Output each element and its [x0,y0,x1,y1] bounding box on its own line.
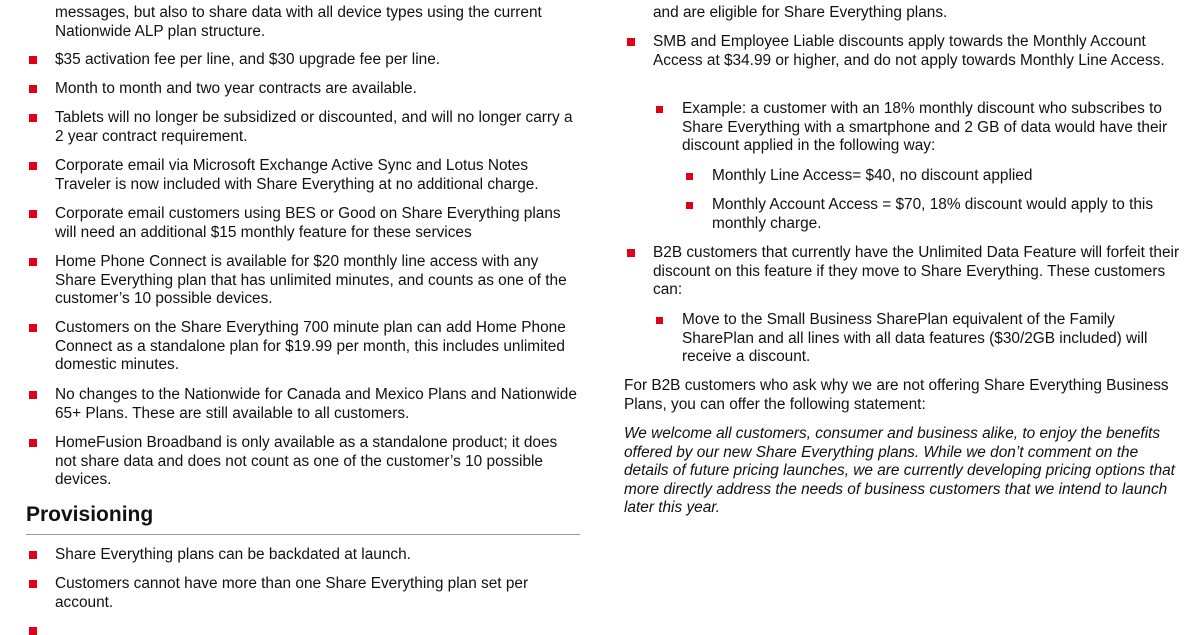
left-item-3 [26,157,582,194]
left-item-7 [26,386,582,423]
bullet-square-icon [29,258,37,266]
right-item-line-access [624,167,1180,186]
left-top-fragment [26,4,582,41]
list-item-text: Monthly Line Access= $40, no discount applied [712,167,1033,184]
left-item-2 [26,109,582,146]
bullet-square-icon [656,106,663,113]
bullet-square-icon [686,173,693,180]
list-item-text: Example: a customer with an 18% monthly discount who subscribes to Share Everything with a smartphone and 2 GB of data would have their discount applied in the following way: [682,100,1168,154]
bullet-square-icon [29,627,37,635]
bullet-square-icon [29,551,37,559]
left-item-4 [26,205,582,242]
list-item-text: No changes to the Nationwide for Canada and Mexico Plans and Nationwide 65+ Plans. These are still available to all customers. [55,386,577,422]
right-top-fragment: and are eligible for Share Everything plans. [653,4,948,21]
right-item-example [624,100,1180,156]
left-item-8 [26,434,582,490]
bullet-square-icon [686,202,693,209]
b2b-question-paragraph: For B2B customers who ask why we are not offering Share Everything Business Plans, you can offer the following statement: [624,377,1169,413]
list-item-text: $35 activation fee per line, and $30 upgrade fee per line. [55,51,441,68]
list-item-text: Tablets will no longer be subsidized or discounted, and will no longer carry a 2 year contract requirement. [55,109,573,145]
right-item-smb [624,33,1180,70]
list-item-text: SMB and Employee Liable discounts apply towards the Monthly Account Access at $34.99 or higher, and do not apply towards Monthly Line Access. [653,33,1165,69]
bullet-square-icon [29,580,37,588]
left-item-0 [26,51,582,70]
bullet-square-icon [29,114,37,122]
statement-paragraph: We welcome all customers, consumer and business alike, to enjoy the benefits offered by our new Share Everything plans. While we don’t comment on the details of future pricing launches, we are currently developing pricing options that more directly address the needs of business customers that we intend to launch later this year. [624,425,1175,516]
right-item-b2b [624,244,1180,300]
prov-item-1 [26,575,582,612]
list-item-text: Home Phone Connect is available for $20 monthly line access with any Share Everything plan that has unlimited minutes, and counts as one of the customer’s 10 possible devices. [55,253,567,307]
bullet-square-icon [29,391,37,399]
left-item-6 [26,319,582,375]
section-divider [26,534,580,535]
section-heading-provisioning: Provisioning [26,503,154,526]
list-item-text: Month to month and two year contracts are available. [55,80,417,97]
list-item-text: Customers cannot have more than one Share Everything plan set per account. [55,575,529,611]
prov-item-0 [26,546,582,565]
bullet-square-icon [29,439,37,447]
list-item-text: Share Everything plans can be backdated at launch. [55,546,411,563]
bullet-square-icon [29,56,37,64]
right-item-account-access [624,196,1180,233]
bullet-continuation: messages, but also to share data with all device types using the current Nationwide ALP plan structure. [55,4,542,40]
bullet-square-icon [29,324,37,332]
list-item-text: B2B customers that currently have the Unlimited Data Feature will forfeit their discount on this feature if they move to Share Everything. These customers can: [653,244,1180,298]
right-item-move [624,311,1180,367]
bullet-square-icon [29,85,37,93]
left-item-1 [26,80,582,99]
bullet-square-icon [29,210,37,218]
bullet-square-icon [627,38,635,46]
list-item-text: Customers on the Share Everything 700 minute plan can add Home Phone Connect as a standalone plan for $19.99 per month, this includes unlimited domestic minutes. [55,319,566,373]
list-item-text: Monthly Account Access = $70, 18% discount would apply to this monthly charge. [712,196,1154,232]
list-item-text: Corporate email via Microsoft Exchange Active Sync and Lotus Notes Traveler is now included with Share Everything at no additional charge. [55,157,539,193]
list-item-text: HomeFusion Broadband is only available as a standalone product; it does not share data and does not count as one of the customer’s 10 possible devices. [55,434,558,488]
bullet-square-icon [29,162,37,170]
list-item-text: Move to the Small Business SharePlan equivalent of the Family SharePlan and all lines with all data features ($30/2GB included) will receive a discount. [682,311,1148,365]
bullet-square-icon [627,249,635,257]
bullet-square-icon [656,317,663,324]
list-item-text: Corporate email customers using BES or Good on Share Everything plans will need an additional $15 monthly feature for these services [55,205,561,241]
left-item-5 [26,253,582,309]
